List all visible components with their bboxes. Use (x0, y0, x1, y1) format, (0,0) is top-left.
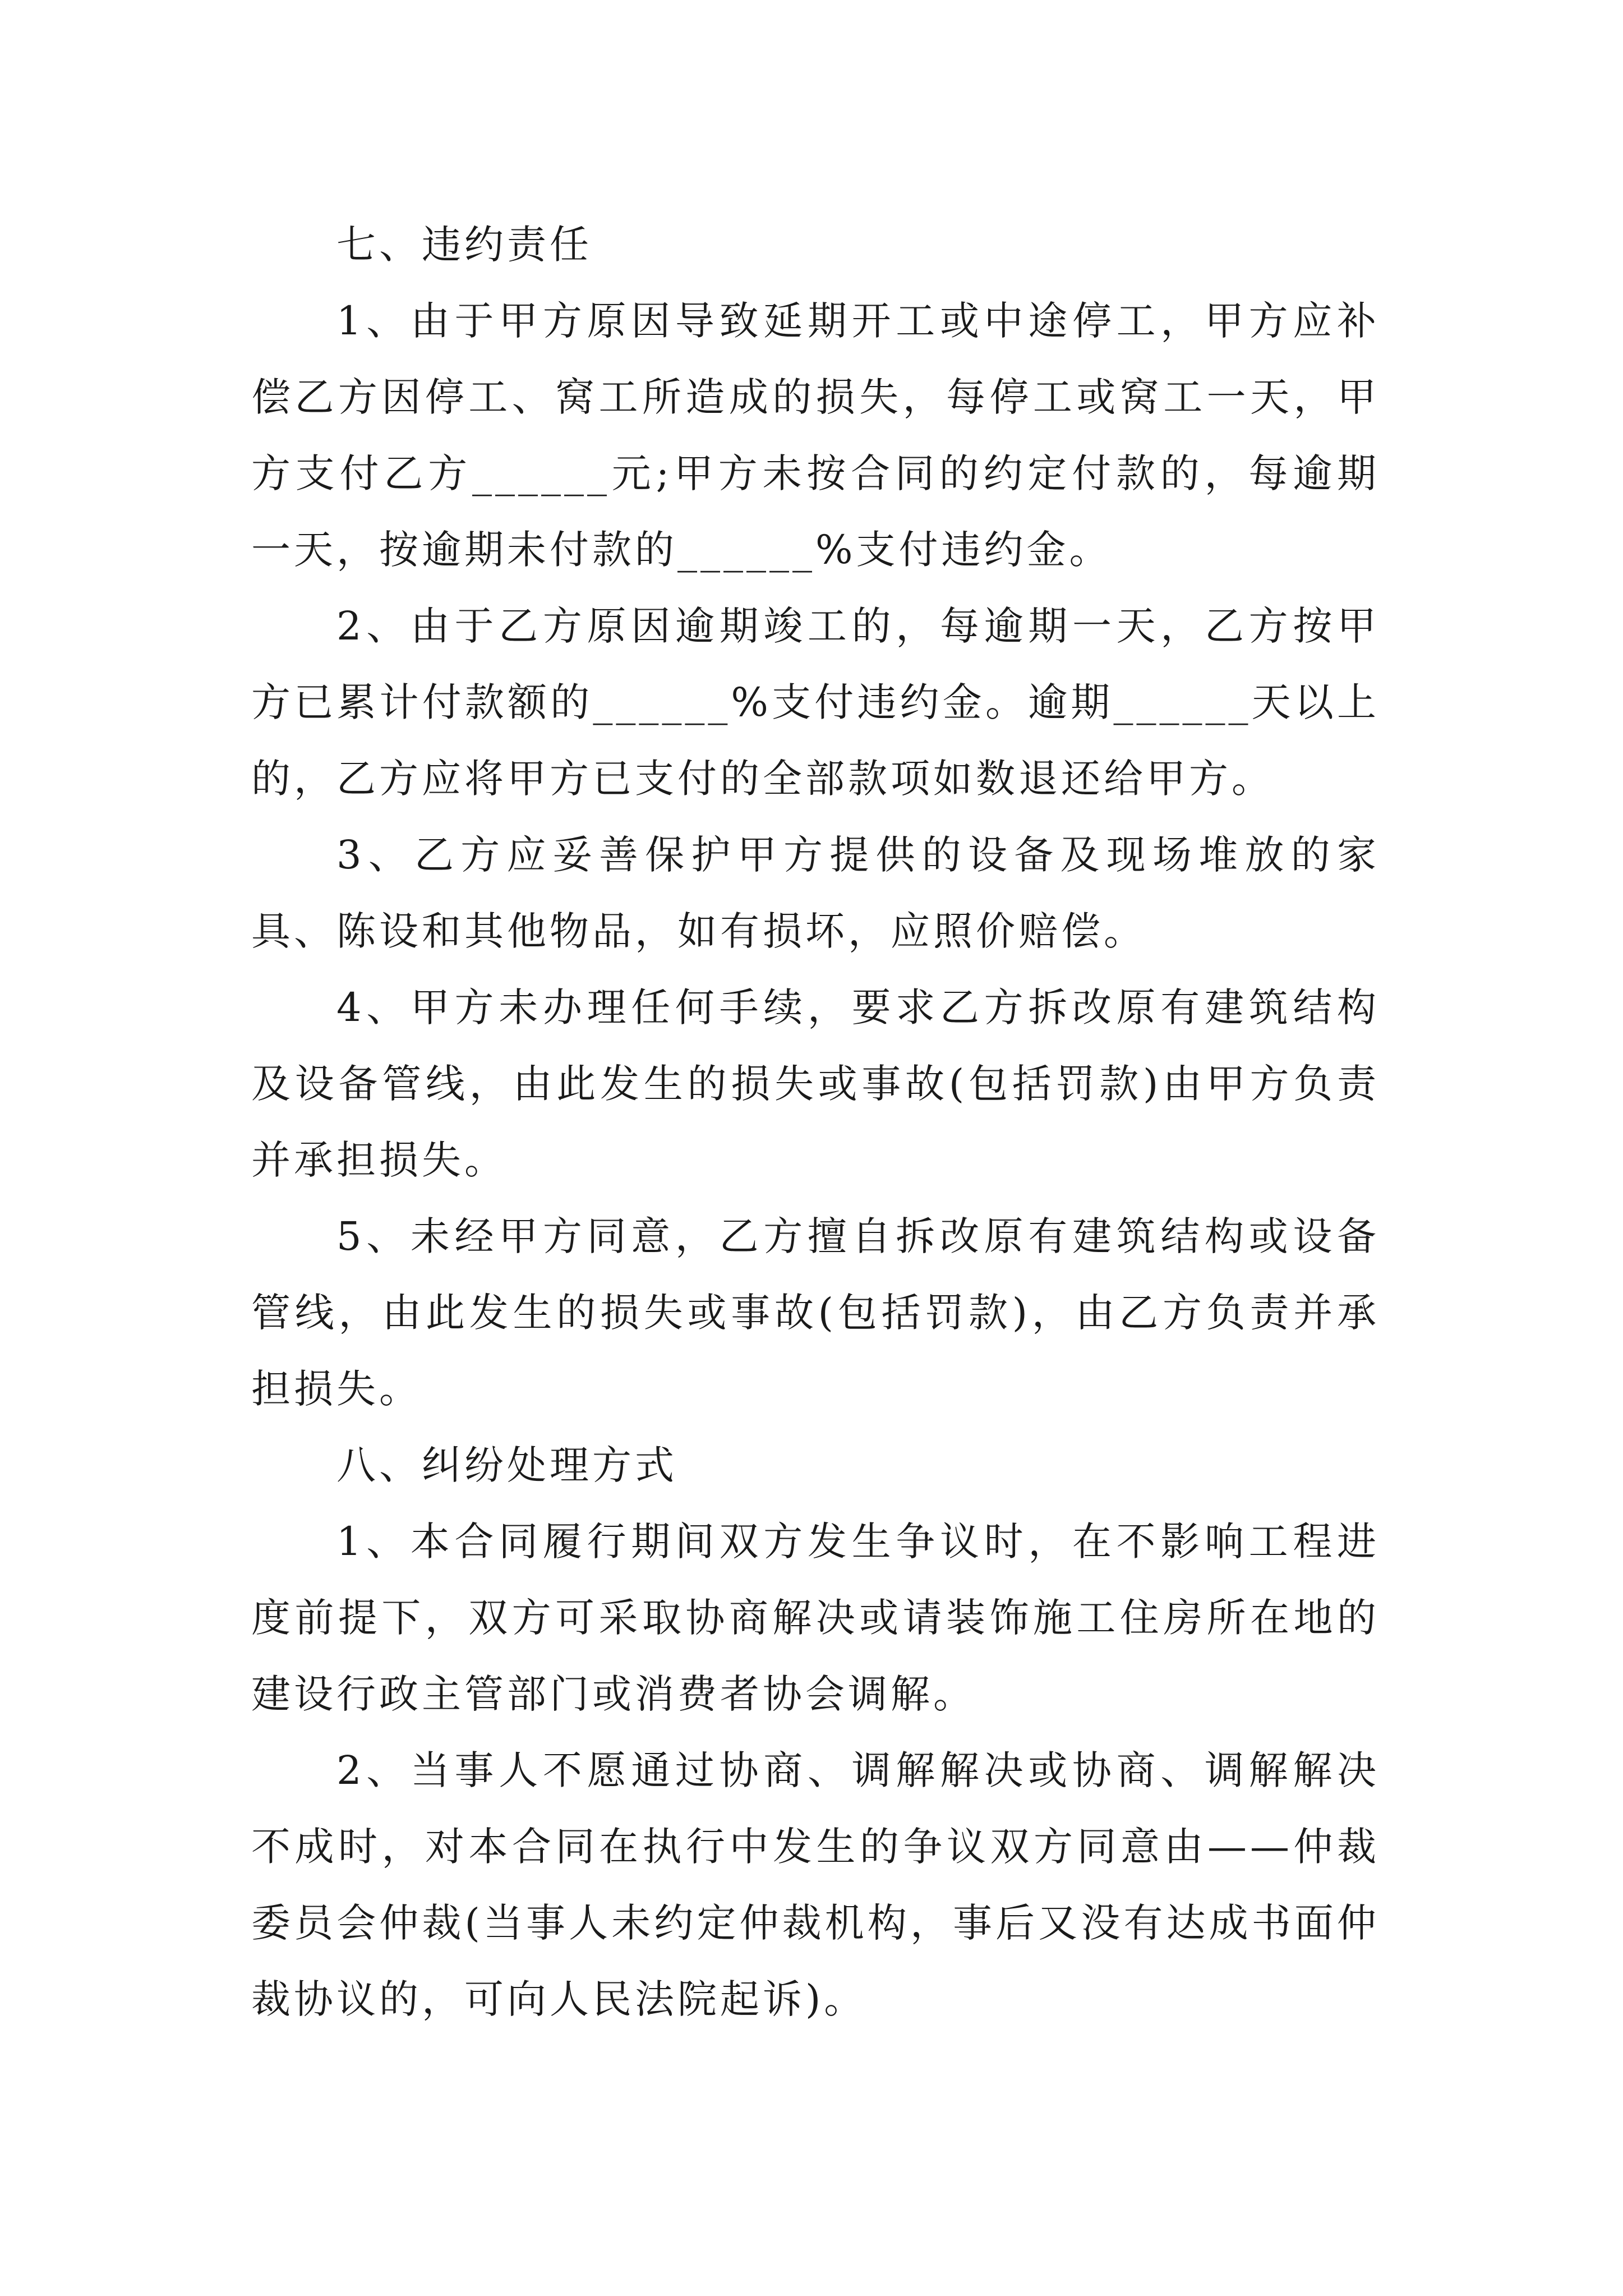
clause-8-1: 1、本合同履行期间双方发生争议时，在不影响工程进度前提下，双方可采取协商解决或请装饰施工住房所在地的建设行政主管部门或消费者协会调解。 (251, 1519, 1380, 1717)
clause-7-4: 4、甲方未办理任何手续，要求乙方拆改原有建筑结构及设备管线，由此发生的损失或事故(包括罚款)由甲方负责并承担损失。 (251, 984, 1380, 1183)
clause-7-1: 1、由于甲方原因导致延期开工或中途停工，甲方应补偿乙方因停工、窝工所造成的损失，每停工或窝工一天，甲方支付乙方______元;甲方未按合同的约定付款的，每逾期一天，按逾期未付款的______%支付违约金。 (251, 298, 1380, 573)
section-heading-dispute: 八、纠纷处理方式 (336, 1442, 677, 1488)
document-body (251, 206, 1380, 2037)
clause-7-3: 3、乙方应妥善保护甲方提供的设备及现场堆放的家具、陈设和其他物品，如有损坏，应照价赔偿。 (251, 832, 1380, 954)
section-heading-liability: 七、违约责任 (336, 222, 592, 268)
clause-7-2: 2、由于乙方原因逾期竣工的，每逾期一天，乙方按甲方已累计付款额的______%支付违约金。逾期______天以上的，乙方应将甲方已支付的全部款项如数退还给甲方。 (251, 603, 1380, 802)
clause-8-2: 2、当事人不愿通过协商、调解解决或协商、调解解决不成时，对本合同在执行中发生的争议双方同意由——仲裁委员会仲裁(当事人未约定仲裁机构，事后又没有达成书面仲裁协议的，可向人民法院起诉)。 (251, 1747, 1380, 2022)
clause-7-5: 5、未经甲方同意，乙方擅自拆改原有建筑结构或设备管线，由此发生的损失或事故(包括罚款)，由乙方负责并承担损失。 (251, 1213, 1380, 1412)
